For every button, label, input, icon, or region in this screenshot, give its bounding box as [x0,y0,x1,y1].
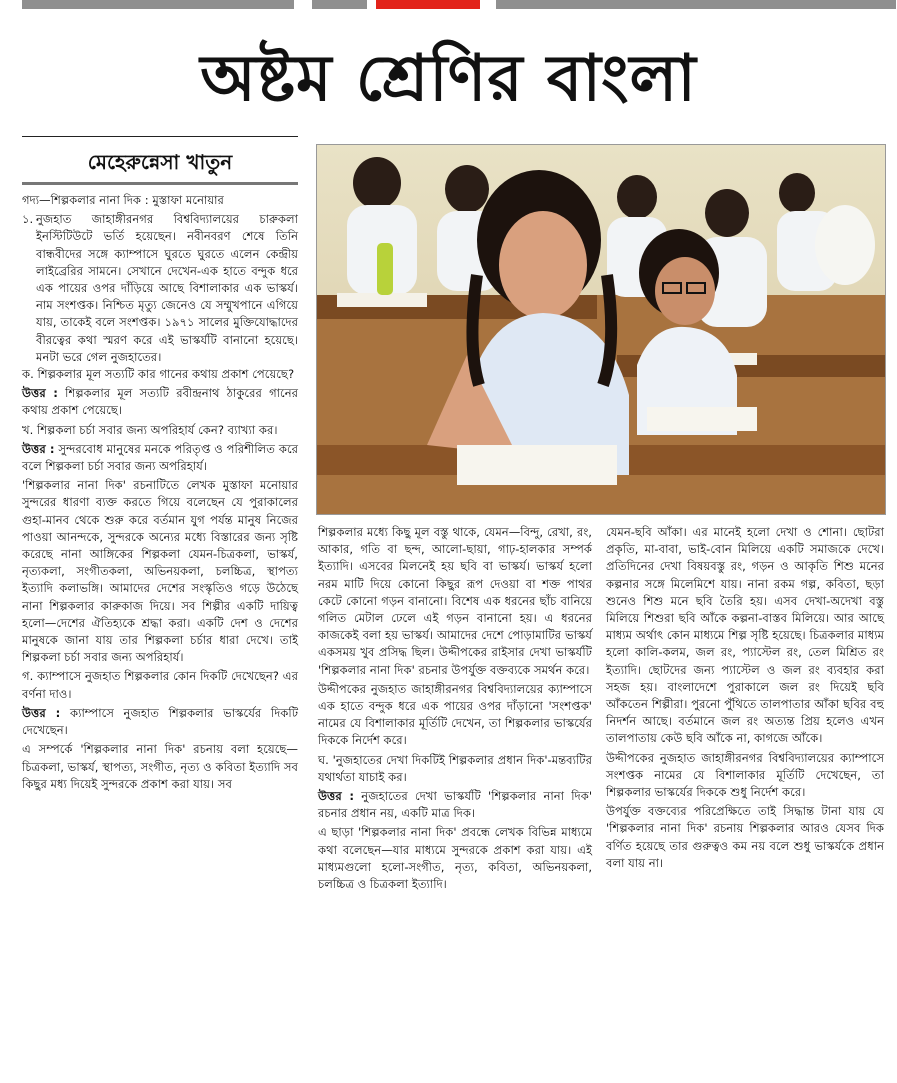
top-rule-gray-small [312,0,367,9]
question-stem-text: নুজহাত জাহাঙ্গীরনগর বিশ্ববিদ্যালয়ের চারুকলা ইনস্টিটিউটে ভর্তি হয়েছেন। নবীনবরণ শেষে তিনি বান্ধবীদের সঙ্গে ক্যাম্পাসে ঘুরতে ঘুরতে এলেন কেন্দ্রীয় লাইব্রেরির সামনে। সেখানে দেখেন-এক হাতে বন্দুক ধরে এক পায়ের ওপর দাঁড়িয়ে আছে বিশালাকার এক ভাস্কর্য। নাম সংশপ্তক। নিশ্চিত মৃত্যু জেনেও যে সম্মুখপানে এগিয়ে যায়, তাকেই বলে সংশপ্তক। ১৯৭১ সালের মুক্তিযোদ্ধাদের বীরত্বের কথা স্মরণ করে এই ভাস্কর্যটি বানানো হয়েছে। মনটা ভরে গেল নুজহাতের। [36,212,298,364]
body-paragraph: এ ছাড়া 'শিল্পকলার নানা দিক' প্রবন্ধে লেখক বিভিন্ন মাধ্যমে কথা বলেছেন—যার মাধ্যমে সুন্দরকে প্রকাশ করা যায়। এই মাধ্যমগুলো হলো-সংগীত, নৃত্য, কবিতা, অভিনয়কলা, চলচ্চিত্র ও চিত্রকলা ইত্যাদি। [318,825,592,892]
answer-label: উত্তর : [22,705,61,720]
text-column-2 [318,524,592,895]
text-column-1 [22,192,298,795]
answer-text: ক্যাম্পাসে নুজহাত শিল্পকলার ভাস্কর্যের দিকটি দেখেছেন। [22,705,299,738]
body-paragraph: ক. শিল্পকলার মূল সত্যটি কার গানের কথায় প্রকাশ পেয়েছে? [22,367,295,382]
body-paragraph: 'শিল্পকলার নানা দিক' রচনাটিতে লেখক মুস্তাফা মনোয়ার সুন্দরের ধারণা ব্যক্ত করতে গিয়ে বলেছেন যে পুরাকালের গুহা-মানব থেকে শুরু করে বর্তমান যুগ পর্যন্ত মানুষ নিজের পাওয়া আনন্দকে, সুন্দরকে অন্যের মধ্যে বিস্তারের জন্য সৃষ্টি করেছে নানা আঙ্গিকের শিল্পকলা যেমন-চিত্রকলা, ভাস্কর্য, নৃত্যকলা, সংগীতকলা, অভিনয়কলা, চলচ্চিত্র, স্থাপত্য ইত্যাদি কলাভঙ্গি। আমাদের দেশের সংস্কৃতিও গড়ে উঠেছে নানা শিল্পকলার কারুকাজ দিয়ে। সব শিল্পীর একটি দায়িত্ব হলো—দেশের ঐতিহ্যকে শ্রদ্ধা করা। একটি দেশ ও দেশের মানুষকে জানা যায় তার শিল্পকলা চর্চার ধারা দেখে। তাই শিল্পকলা চর্চা সবার জন্য অপরিহার্য। [22,478,298,665]
body-paragraph: গ. ক্যাম্পাসে নুজহাত শিল্পকলার কোন দিকটি দেখেছেন? এর বর্ণনা দাও। [22,669,298,701]
body-paragraph: উদ্দীপকের নুজহাত জাহাঙ্গীরনগর বিশ্ববিদ্যালয়ের ক্যাম্পাসে এক হাতে বন্দুক ধরে এক পায়ের ওপর দাঁড়ানো 'সংশপ্তক' নামের যে বিশালাকার মূর্তিটি দেখেন, তা শিল্পকলার ভাস্কর্যের দিককে নির্দেশ করে। [318,681,592,748]
body-paragraph: ঘ. 'নুজহাতের দেখা দিকটিই শিল্পকলার প্রধান দিক'-মন্তব্যটির যথার্থতা যাচাই কর। [318,752,592,784]
top-rule-red [376,0,480,9]
answer-label: উত্তর : [22,441,55,456]
answer-label: উত্তর : [22,386,58,401]
answer-text: নুজহাতের দেখা ভাস্কর্যটি 'শিল্পকলার নানা দিক' রচনার প্রধান নয়, একটি মাত্র দিক। [318,789,593,821]
body-paragraph: উপর্যুক্ত বক্তব্যের পরিপ্রেক্ষিতে তাই সিদ্ধান্ত টানা যায় যে 'শিল্পকলার নানা দিক' রচনায় শিল্পকলার আরও যেসব দিক বর্ণিত হয়েছে তার গুরুত্বও কম নয় বলে শুধু ভাস্কর্যকে প্রধান বলা যায় না। [606,804,884,870]
text-column-3 [606,524,884,874]
body-paragraph: উদ্দীপকের নুজহাত জাহাঙ্গীরনগর বিশ্ববিদ্যালয়ের ক্যাম্পাসে সংশপ্তক নামের যে বিশালাকার মূর্তিটি দেখেছেন, তা শিল্পকলার ভাস্কর্যের দিককে শুধু নির্দেশ করে। [606,750,884,800]
answer-paragraph [22,441,298,475]
answer-paragraph [318,788,592,822]
body-paragraph: শিল্পকলার মধ্যে কিছু মূল বস্তু থাকে, যেমন—বিন্দু, রেখা, রং, আকার, গতি বা ছন্দ, আলো-ছায়া, গাঢ়-হালকার সম্পর্ক ইত্যাদি। এসবের মিলনেই হয় ছবি বা ভাস্কর্য। ভাস্কর্য হলো নরম মাটি দিয়ে কোনো কিছুর রূপ দেওয়া বা শক্ত পাথর কেটে কোনো গড়ন বানানো। বিশেষ এক ধরনের ছাঁচ বানিয়ে গলিত মেটাল ঢেলে এই গড়ন বানানো হয়। এ ধরনের কাজকেই বলা হয় ভাস্কর্য। আমাদের দেশে পোড়ামাটির ভাস্কর্য একসময় খুব প্রসিদ্ধ ছিল। উদ্দীপকের রাইসার দেখা ভাস্কর্যটি 'শিল্পকলার নানা দিক' রচনার উপর্যুক্ত বক্তব্যকে সমর্থন করে। [318,525,592,677]
answer-paragraph [22,385,298,419]
body-paragraph: গদ্য—শিল্পকলার নানা দিক : মুস্তাফা মনোয়ার [22,193,224,207]
top-rule-left [22,0,294,9]
author-box [22,142,298,185]
author-name: মেহেরুন্নেসা খাতুন [87,150,233,174]
body-paragraph: খ. শিল্পকলা চর্চা সবার জন্য অপরিহার্য কেন? ব্যাখ্যা কর। [22,422,278,437]
page-title: অষ্টম শ্রেণির বাংলা [200,41,697,116]
classroom-illustration [317,145,885,514]
answer-label: উত্তর : [318,789,354,804]
top-rule-right [496,0,896,9]
body-paragraph: যেমন-ছবি আঁকা। এর মানেই হলো দেখা ও শোনা। ছোটরা প্রকৃতি, মা-বাবা, ভাই-বোন মিলিয়ে একটি সমাজকে দেখে। প্রতিদিনের দেখা বিষয়বস্তু রং, গড়ন ও আকৃতি শিশু মনের কল্পনার সঙ্গে মিলেমিশে যায়। নানা রকম গল্প, কবিতা, ছড়া শুনেও শিশু মনে ছবি তৈরি হয়। এসব দেখা-অদেখা বস্তু মিলিয়ে শিশুরা ছবি আঁকে কল্পনা-বাস্তব মিলিয়ে। আর আছে মাধ্যম অর্থাৎ কোন মাধ্যমে শিল্প সৃষ্টি হয়েছে। চিত্রকলার মাধ্যম হলো কালি-কলম, জল রং, প্যাস্টেল রং, তেল মিশ্রিত রং ইত্যাদি। ছোটদের জন্য প্যাস্টেল ও জল রং ব্যবহার করা সহজ হয়। বাংলাদেশে পুরাকালে জল রং দিয়েই ছবি আঁকতেন শিল্পীরা। পুরনো পুঁথিতে তালপাতার আঁকা ছবির বহু নিদর্শন আছে। বর্তমানে জল রং অত্যন্ত প্রিয় হলেও এখন তালপাতায় কেউ ছবি আঁকে না, কাগজে আঁকে। [606,525,884,746]
question-stem [22,211,298,366]
answer-paragraph [22,705,298,739]
body-paragraph: এ সম্পর্কে 'শিল্পকলার নানা দিক' রচনায় বলা হয়েছে—চিত্রকলা, ভাস্কর্য, স্থাপত্য, সংগীত, নৃত্য ও কবিতা ইত্যাদি সব কিছুর মধ্য দিয়েই সুন্দরকে প্রকাশ করা যায়। সব [22,742,298,791]
answer-text: শিল্পকলার মূল সত্যটি রবীন্দ্রনাথ ঠাকুরের গানের কথায় প্রকাশ পেয়েছে। [22,386,298,418]
answer-text: সুন্দরবোধ মানুষের মনকে পরিতৃপ্ত ও পরিশীলিত করে বলে শিল্পকলা চর্চা সবার জন্য অপরিহার্য। [22,441,298,474]
classroom-exam-photo [316,144,886,515]
author-top-rule [22,136,298,137]
question-number: ১. [22,212,34,227]
